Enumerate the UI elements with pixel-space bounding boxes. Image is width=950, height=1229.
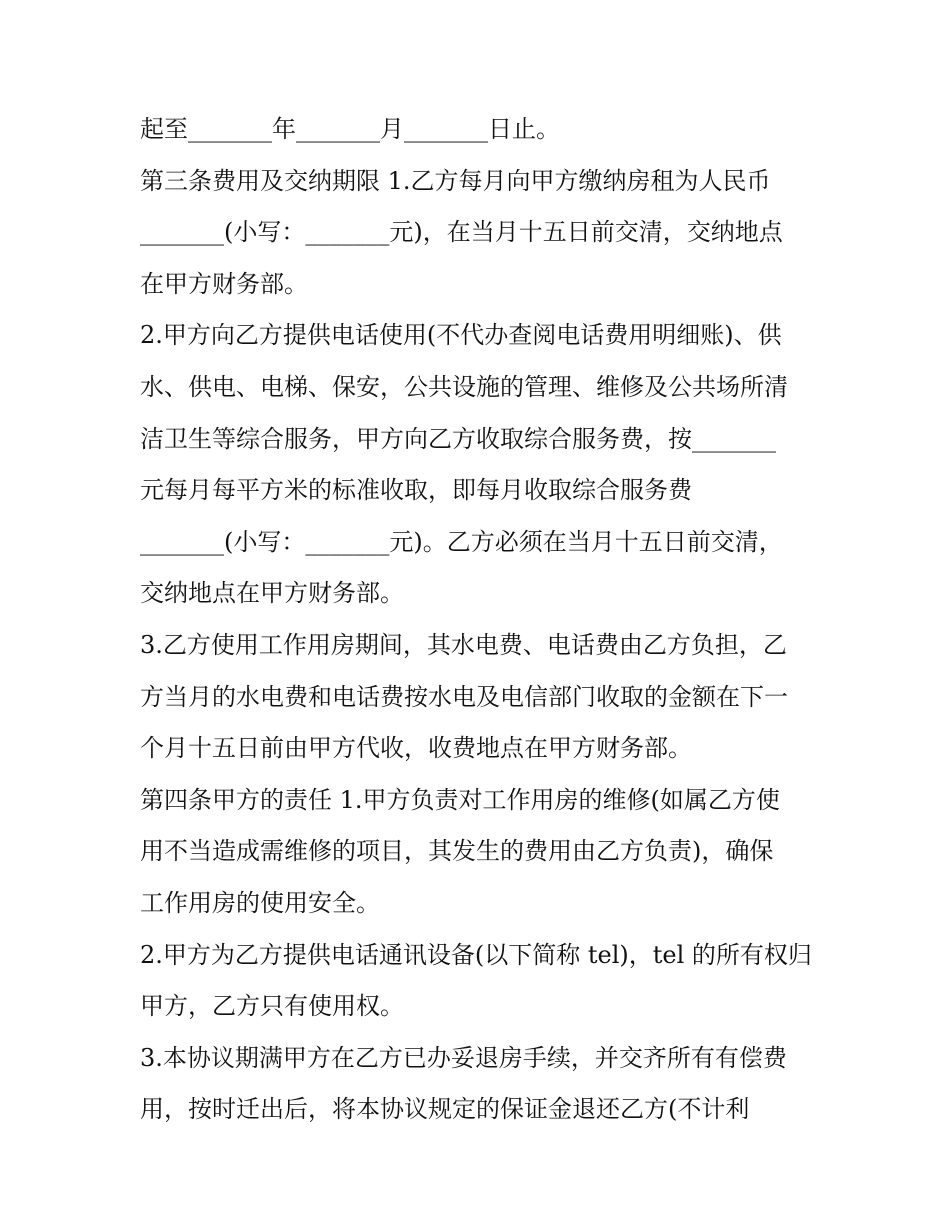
document-body	[140, 104, 820, 1136]
text-line: 工作用房的使用安全。	[140, 888, 380, 917]
text-line: 2.甲方为乙方提供电话通讯设备(以下简称 tel)，tel 的所有权归	[140, 940, 812, 969]
text-line: 3.本协议期满甲方在乙方已办妥退房手续，并交齐所有有偿费	[140, 1043, 787, 1072]
text-line: 交纳地点在甲方财务部。	[140, 579, 404, 608]
text-line: 个月十五日前由甲方代收，收费地点在甲方财务部。	[140, 734, 692, 763]
text-line: 水、供电、电梯、保安，公共设施的管理、维修及公共场所清	[140, 372, 788, 401]
text-line: 用不当造成需维修的项目，其发生的费用由乙方负责)，确保	[140, 837, 774, 866]
text-line: 2.甲方向乙方提供电话使用(不代办查阅电话费用明细账)、供	[140, 321, 782, 350]
text-line: 3.乙方使用工作用房期间，其水电费、电话费由乙方负担，乙	[140, 630, 787, 659]
text-line: 用，按时迁出后，将本协议规定的保证金退还乙方(不计利	[140, 1095, 750, 1124]
text-line: 第三条费用及交纳期限 1.乙方每月向甲方缴纳房租为人民币	[140, 166, 771, 195]
text-line: 洁卫生等综合服务，甲方向乙方收取综合服务费，按_______	[140, 424, 776, 453]
text-line: 方当月的水电费和电话费按水电及电信部门收取的金额在下一	[140, 682, 788, 711]
text-line: _______(小写：_______元)。乙方必须在当月十五日前交清，	[140, 527, 783, 556]
text-line: 元每月每平方米的标准收取，即每月收取综合服务费	[140, 476, 692, 505]
text-line: _______(小写：_______元)，在当月十五日前交清，交纳地点	[140, 218, 783, 247]
text-line: 第四条甲方的责任 1.甲方负责对工作用房的维修(如属乙方使	[140, 785, 780, 814]
text-line: 甲方，乙方只有使用权。	[140, 992, 404, 1021]
text-line: 在甲方财务部。	[140, 269, 308, 298]
text-line: 起至_______年_______月_______日止。	[140, 115, 560, 143]
